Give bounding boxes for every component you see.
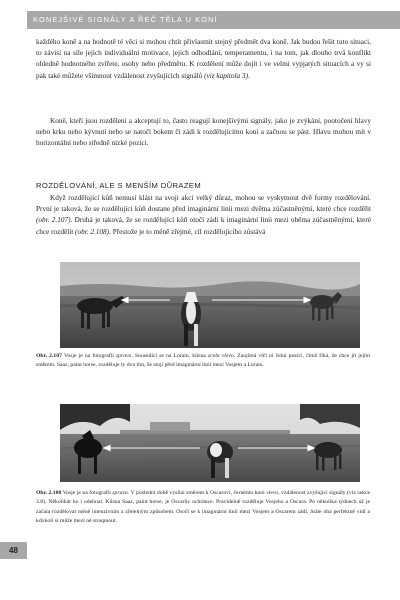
paragraph-1 [36,37,371,82]
page-number: 48 [0,542,27,559]
section-heading: ROZDĚLOVÁNÍ, ALE S MENŠÍM DŮRAZEM [36,181,202,190]
paragraph-3-reference-b: (obr. 2.108) [75,227,110,236]
caption-2-text-b: . V poslední době vysílal směrem k Oscarovi, černému koni [127,490,267,496]
caption-1-label: Obr. 2.107 [36,353,62,359]
paragraph-3-text-mid: . Druhá je taková, že se rozdělující kůň otočí zádi k imaginární linii mezi oběma zúčastněnými, které chce rozdělit [36,216,371,236]
caption-2-italic-a: zprava [112,490,128,496]
paragraph-1-reference: (viz kapitola 3) [204,71,249,80]
paragraph-1-text: každého koně a na hodnotě té věci si mohou chtít přivlastnit stejný předmět dva koně. Jak budou řešit tuto situaci, to závisí na síle jejich individuální motivace, jejich odhodlání, temperamentu, i na tom, jak dlouho trvá konflikt ohledně hodnotného zvířete, osoby nebo předmětu. K rozdělení může dojít i ve velmi vypjatých situacích a vy si pak také můžete všimnout vzdálenost zvyšujících signálů [36,38,371,80]
paragraph-1-end: . [248,71,250,80]
caption-2-italic-b: vlevo [266,490,279,496]
caption-figure-2-108 [36,489,370,526]
caption-1-italic-a: zprava [115,353,132,359]
running-header-title: KONEJŠIVÉ SIGNÁLY A ŘEČ TĚLA U KONÍ [33,15,218,24]
caption-1-text-b: . Sousedící se na Lorain, klisna [131,353,208,359]
caption-1-italic-b: zcela vlevo [207,353,234,359]
left-margin-band [0,29,27,600]
paragraph-3-reference-a: (obr. 2.107) [36,216,71,225]
caption-1-text-c: . Zaujímá vlčí ní čelní pozici, čímž říká, že chce jít jejím směrem. Saaz, paint horse, rozděluje ty dva tím, že stojí před imaginární linií mezi Vosjem a Lorain. [36,353,370,369]
caption-2-label: Obr. 2.108 [36,490,62,496]
photo-figure-2-107 [60,262,360,348]
photo-horses-pasture-1 [60,262,360,348]
caption-figure-2-107 [36,352,370,371]
caption-2-text-a: Vosje je na fotografii [61,490,113,496]
paragraph-2: Koně, kteří jsou rozděleni a akceptují to, často reagují konejšivými signály, jako je zvýkání, pootočení hlavy nebo krku nebo kývnutí nebo se natočí bokem či zádi k rozdělujícímu koni a začnou se pást. Hlavu mohou mít v horizontální nebo středně nízké pozici. [36,117,371,148]
paragraph-3 [36,193,371,238]
photo-horses-pasture-2 [60,404,360,482]
photo-figure-2-108 [60,404,360,482]
caption-2-text-c: , vzdálenost zvyšující signály (viz sekce 3.8). Několikát ho i odehnal. Klisna Saaz, paint horse, je Oscarův ochránce. Pravidelně rozděluje Vosjeho a Oscara. Po několika týdnech už je začala rozdělovat méně intenzivním a zřetelným způsobem. Otočí se k imaginární linii mezi Vosjem a Oscarem zádí. Stále oba perfektně vidí a kdykoli si může mezi ně stoupnout. [36,490,371,524]
paragraph-3-text: Když rozdělující kůň nemusí klást na svoji akci velký důraz, mohou se vyskytnout dvě formy rozdělování. První je taková, že se rozdělující kůň dostane před imaginární linii mezi dvěma zúčastněnými, které chce rozdělit [36,194,371,214]
paragraph-3-text-end: . Přestože je to méně zřejmé, cíl rozdělujícího zůstává [109,227,266,236]
caption-1-text-a: Vosje je na fotografii [61,353,116,359]
